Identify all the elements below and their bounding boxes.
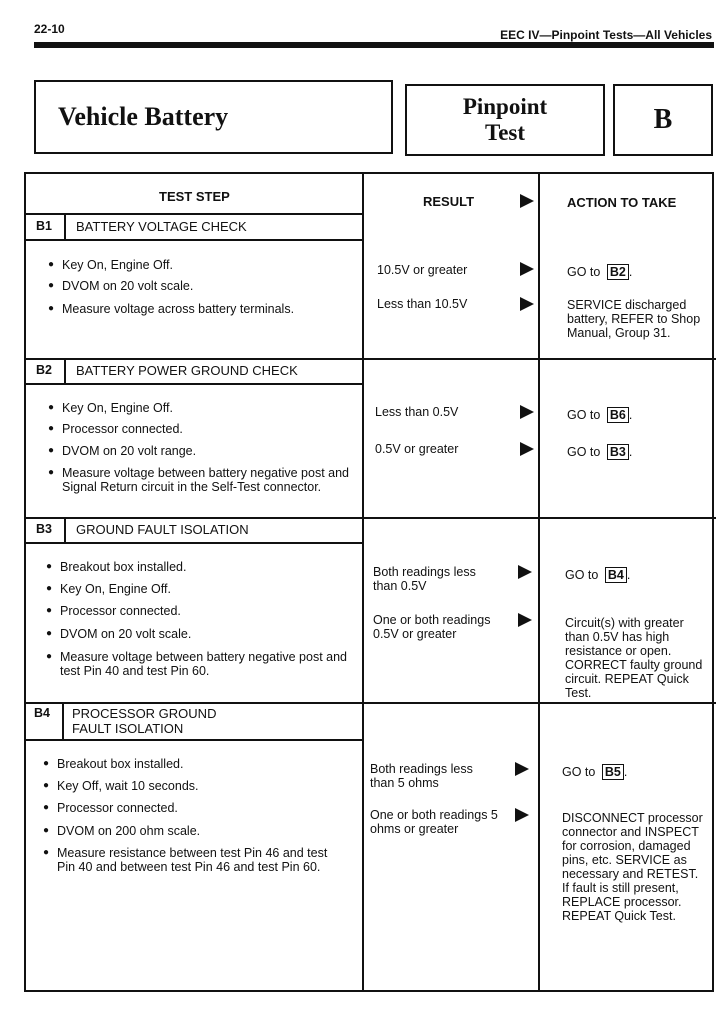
step-ref: B3 <box>607 444 629 460</box>
list-item: ● Processor connected. <box>57 801 178 815</box>
result-text: Both readings less than 0.5V <box>373 565 476 593</box>
row-line <box>26 517 716 519</box>
row-line <box>26 383 362 385</box>
arrow-icon <box>520 405 534 419</box>
col-header-result: RESULT <box>423 194 475 209</box>
col-divider-2 <box>538 174 540 990</box>
list-item: ● Breakout box installed. <box>60 560 186 574</box>
list-item: ● DVOM on 20 volt scale. <box>60 627 191 641</box>
action-text: Circuit(s) with greater than 0.5V has high resistance or open. CORRECT faulty ground circuit. REPEAT Quick Test. <box>565 616 703 700</box>
step-title: PROCESSOR GROUND FAULT ISOLATION <box>72 706 217 736</box>
title-box-pinpoint <box>405 84 605 156</box>
list-item: ● Measure voltage between battery negative post and test Pin 40 and test Pin 60. <box>60 650 352 678</box>
col-divider-1 <box>362 174 364 990</box>
result-text: Both readings less than 5 ohms <box>370 762 473 790</box>
arrow-icon <box>515 808 529 822</box>
header-arrow-icon <box>520 194 534 208</box>
main-title: Vehicle Battery <box>58 102 229 131</box>
list-item: ● Processor connected. <box>62 422 183 436</box>
id-divider <box>62 702 64 739</box>
result-text: Less than 0.5V <box>375 405 459 419</box>
row-line <box>26 739 362 741</box>
action-text: GO to B3 . <box>567 445 633 459</box>
id-divider <box>64 213 66 239</box>
list-item: ● Breakout box installed. <box>57 757 183 771</box>
page-number: 22-10 <box>34 22 65 36</box>
row-line <box>26 239 362 241</box>
step-title: GROUND FAULT ISOLATION <box>76 522 249 537</box>
pinpoint-line1: Pinpoint <box>462 94 548 119</box>
id-divider <box>64 517 66 542</box>
arrow-icon <box>518 565 532 579</box>
result-text: 0.5V or greater <box>375 442 459 456</box>
pinpoint-table <box>24 172 714 992</box>
row-line <box>26 213 362 215</box>
arrow-icon <box>515 762 529 776</box>
step-title: BATTERY POWER GROUND CHECK <box>76 363 298 378</box>
list-item: ● Measure voltage across battery terminals. <box>62 302 294 316</box>
arrow-icon <box>520 262 534 276</box>
result-text: 10.5V or greater <box>377 263 468 277</box>
list-item: ● Key On, Engine Off. <box>62 258 173 272</box>
test-letter: B <box>653 104 673 135</box>
step-ref: B5 <box>602 764 624 780</box>
action-text: DISCONNECT processor connector and INSPECT for corrosion, damaged pins, etc. SERVICE as necessary and RETEST. If fault is still present, REPLACE processor. REPEAT Quick Test. <box>562 811 703 923</box>
result-text: One or both readings 0.5V or greater <box>373 613 491 641</box>
id-divider <box>64 358 66 383</box>
step-ref: B2 <box>607 264 629 280</box>
row-line <box>26 542 362 544</box>
step-id: B3 <box>36 522 52 536</box>
action-text: GO to B4 . <box>565 568 631 582</box>
pinpoint-line2: Test <box>484 120 526 145</box>
title-box-letter <box>613 84 713 156</box>
section-title: EEC IV—Pinpoint Tests—All Vehicles <box>500 28 712 42</box>
header-rule <box>34 42 714 48</box>
step-ref: B6 <box>607 407 629 423</box>
row-line <box>26 702 716 704</box>
arrow-icon <box>520 297 534 311</box>
list-item: ● DVOM on 20 volt range. <box>62 444 196 458</box>
step-title: BATTERY VOLTAGE CHECK <box>76 219 247 234</box>
action-text: SERVICE discharged battery, REFER to Shop Manual, Group 31. <box>567 298 701 340</box>
step-id: B2 <box>36 363 52 377</box>
list-item: ● Key On, Engine Off. <box>60 582 171 596</box>
arrow-icon <box>520 442 534 456</box>
list-item: ● Measure resistance between test Pin 46 and test Pin 40 and between test Pin 46 and test Pin 60. <box>57 846 337 874</box>
col-header-test-step: TEST STEP <box>159 189 230 204</box>
list-item: ● DVOM on 200 ohm scale. <box>57 824 200 838</box>
list-item: ● Processor connected. <box>60 604 181 618</box>
action-text: GO to B6 . <box>567 408 633 422</box>
row-line <box>26 358 716 360</box>
arrow-icon <box>518 613 532 627</box>
step-id: B1 <box>36 219 52 233</box>
col-header-action: ACTION TO TAKE <box>567 195 677 210</box>
step-id: B4 <box>34 706 50 720</box>
list-item: ● DVOM on 20 volt scale. <box>62 279 193 293</box>
action-text: GO to B5 . <box>562 765 628 779</box>
action-text: GO to B2 . <box>567 265 633 279</box>
step-ref: B4 <box>605 567 627 583</box>
title-box-main <box>34 80 393 154</box>
list-item: ● Measure voltage between battery negative post and Signal Return circuit in the Self-Test connector. <box>62 466 352 494</box>
list-item: ● Key On, Engine Off. <box>62 401 173 415</box>
result-text: One or both readings 5 ohms or greater <box>370 808 498 836</box>
list-item: ● Key Off, wait 10 seconds. <box>57 779 199 793</box>
result-text: Less than 10.5V <box>377 297 468 311</box>
